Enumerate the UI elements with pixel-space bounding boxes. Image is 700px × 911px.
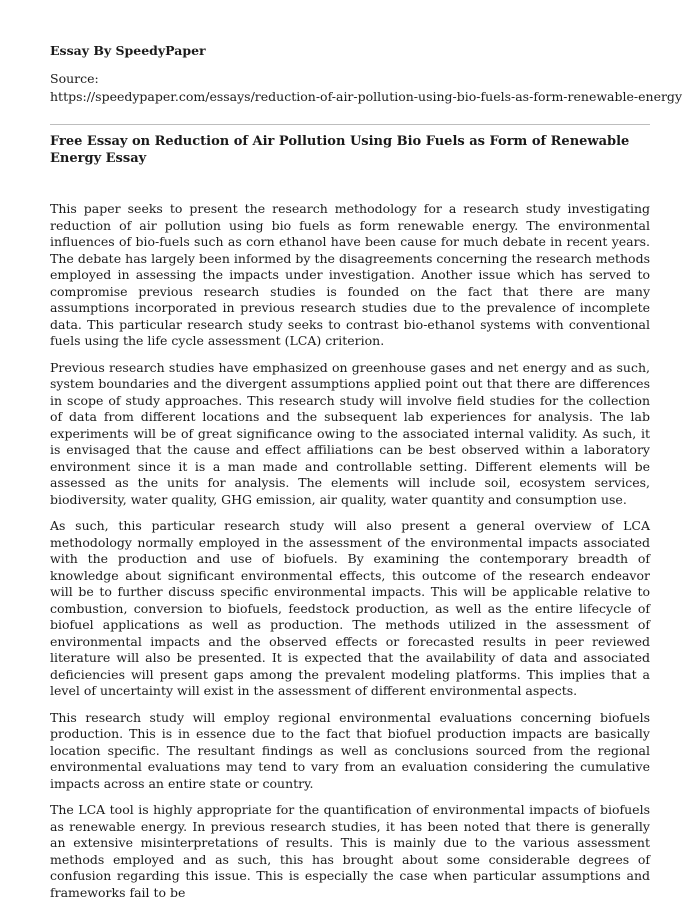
- source-url[interactable]: https://speedypaper.com/essays/reduction-of-air-pollution-using-bio-fuels-as-form-renewable-energy: [50, 89, 683, 104]
- paragraph: As such, this particular research study will also present a general overview of LCA methodology normally employed in the assessment of the environmental impacts associated with the production and use of biofuels. By examining the contemporary breadth of knowledge about significant environmental effects, this outcome of the research endeavor will be to further discuss specific environmental impacts. This will be applicable relative to combustion, conversion to biofuels, feedstock production, as well as the entire lifecycle of biofuel applications as well as production. The methods utilized in the assessment of environmental impacts and the observed effects or forecasted results in peer reviewed literature will also be presented. It is expected that the availability of data and associated deficiencies will present gaps among the prevalent modeling platforms. This implies that a level of uncertainty will exist in the assessment of different environmental aspects.: [50, 518, 650, 698]
- paragraph: The LCA tool is highly appropriate for the quantification of environmental impacts of biofuels as renewable energy. In previous research studies, it has been noted that there is generally an extensive misinterpretations of results. This is mainly due to the various assessment methods employed and as such, this has brought about some considerable degrees of confusion regarding this issue. This is especially the case when particular assumptions and frameworks fail to be: [50, 802, 650, 900]
- paragraph: This paper seeks to present the research methodology for a research study investigating reduction of air pollution using bio fuels as form renewable energy. The environmental influences of bio-fuels such as corn ethanol have been cause for much debate in recent years. The debate has largely been informed by the disagreements concerning the research methods employed in assessing the impacts under investigation. Another issue which has served to compromise previous research studies is founded on the fact that there are many assumptions incorporated in previous research studies due to the prevalence of incomplete data. This particular research study seeks to contrast bio-ethanol systems with conventional fuels using the life cycle assessment (LCA) criterion.: [50, 201, 650, 348]
- essay-title: Free Essay on Reduction of Air Pollution Using Bio Fuels as Form of Renewable Energy Essay: [50, 134, 630, 166]
- paragraph: This research study will employ regional environmental evaluations concerning biofuels production. This is in essence due to the fact that biofuel production impacts are basically location specific. The resultant findings as well as conclusions sourced from the regional environmental evaluations may tend to vary from an evaluation considering the cumulative impacts across an entire state or country.: [50, 709, 650, 791]
- source-label: Source:: [50, 71, 99, 86]
- brand-heading: Essay By SpeedyPaper: [50, 43, 206, 58]
- essay-body: [50, 201, 650, 911]
- paragraph: Previous research studies have emphasized on greenhouse gases and net energy and as such, system boundaries and the divergent assumptions applied point out that there are differences in scope of study approaches. This research study will involve field studies for the collection of data from different locations and the subsequent lab experiences for analysis. The lab experiments will be of great significance owing to the associated internal validity. As such, it is envisaged that the cause and effect affiliations can be best observed within a laboratory environment since it is a man made and controllable setting. Different elements will be assessed as the units for analysis. The elements will include soil, ecosystem services, biodiversity, water quality, GHG emission, air quality, water quantity and consumption use.: [50, 359, 650, 507]
- divider: [50, 124, 650, 125]
